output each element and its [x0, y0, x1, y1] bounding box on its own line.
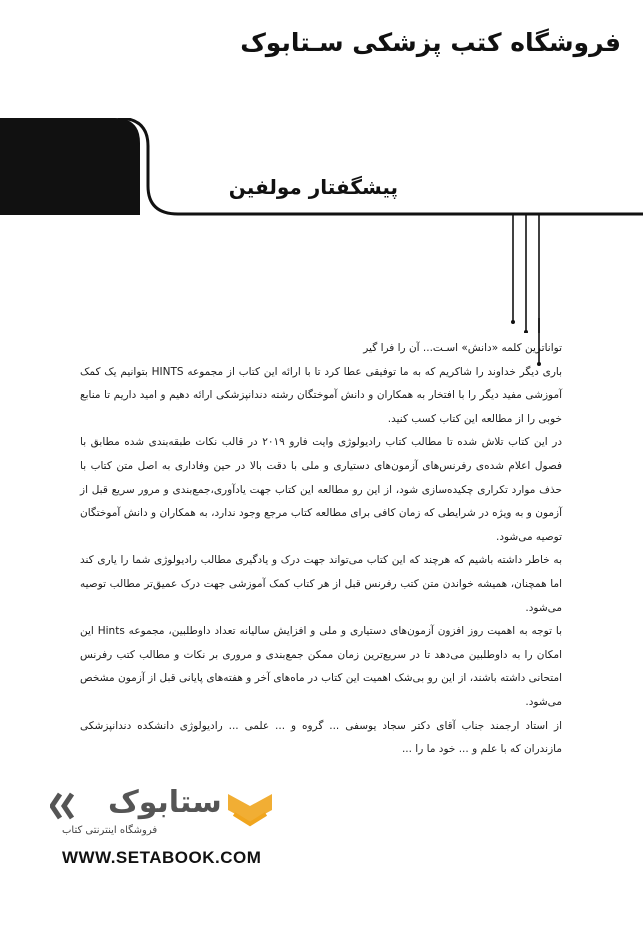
watermark-url: WWW.SETABOOK.COM [62, 848, 262, 867]
paragraph: از استاد ارجمند جناب آقای دکتر سجاد یوسفی ... گروه و ... علمی ... رادیولوژی دانشکده دندانپزشکی مازندران که با علم و ... خود ما را ... [80, 719, 562, 756]
chapter-title: پیشگفتار مولفین [228, 175, 398, 199]
paragraph: تواناترین کلمه «دانش» اسـت... آن را فرا گیر [363, 342, 562, 354]
watermark-subtitle: فروشگاه اینترنتی کتاب [62, 825, 158, 836]
body-text [80, 337, 562, 762]
paragraph: به خاطر داشته باشیم که هرچند که این کتاب می‌تواند جهت درک و یادگیری مطالب رادیولوژی شما را یاری کند اما همچنان، همیشه خواندن متن کتب رفرنس قبل از هر کتاب کمک آموزشی جهت درک عمیق‌تر مطالب توصیه می‌شود. [80, 554, 562, 614]
paragraph: باری دیگر خداوند را شاکریم که به ما توفیقی عطا کرد تا با ارائه این کتاب از مجموعه HINTS بتوانیم یک کمک آموزشی مفید دیگر را با افتخار به همکاران و دانش آموختگان رشته دندانپزشکی ارائه دهیم و امید داریم تا منابع خوبی را از مطالعه این کتاب کسب کنید. [80, 365, 563, 425]
paragraph: در این کتاب تلاش شده تا مطالب کتاب رادیولوژی وایت فارو ۲۰۱۹ در قالب نکات طبقه‌بندی شده مطابق با فصول اعلام شده‌ی رفرنس‌های آزمون‌های دستیاری و ملی با دقت بالا در حین وفاداری به اصل متن کتاب با حذف موارد تکراری چکیده‌سازی شود، از این رو مطالعه این کتاب جهت یادآوری،جمع‌بندی و مرور سریع قبل از آزمون و به ویژه در شرایطی که زمان کافی برای مطالعه کتاب مرجع وجود ندارد، به همکاران و دانش آموختگان توصیه می‌شود. [80, 436, 562, 543]
chapter-title-band [0, 118, 643, 218]
paragraph: با توجه به اهمیت روز افزون آزمون‌های دستیاری و ملی و افزایش سالیانه تعداد داوطلبین، مجموعه Hints این امکان را به داوطلبین می‌دهد تا در سریع‌ترین زمان ممکن جمع‌بندی و مروری بر نکات و مطالب کتب رفرنس امتحانی داشته باشند، از این رو بی‌شک اهمیت این کتاب در ماه‌های آخر و هفته‌های پایانی قبل از آزمون مشخص می‌شود. [80, 625, 563, 708]
store-title: فروشگاه کتب پزشکی سـتابوک [240, 28, 621, 57]
watermark-logo-text: ستابوک [108, 785, 222, 820]
